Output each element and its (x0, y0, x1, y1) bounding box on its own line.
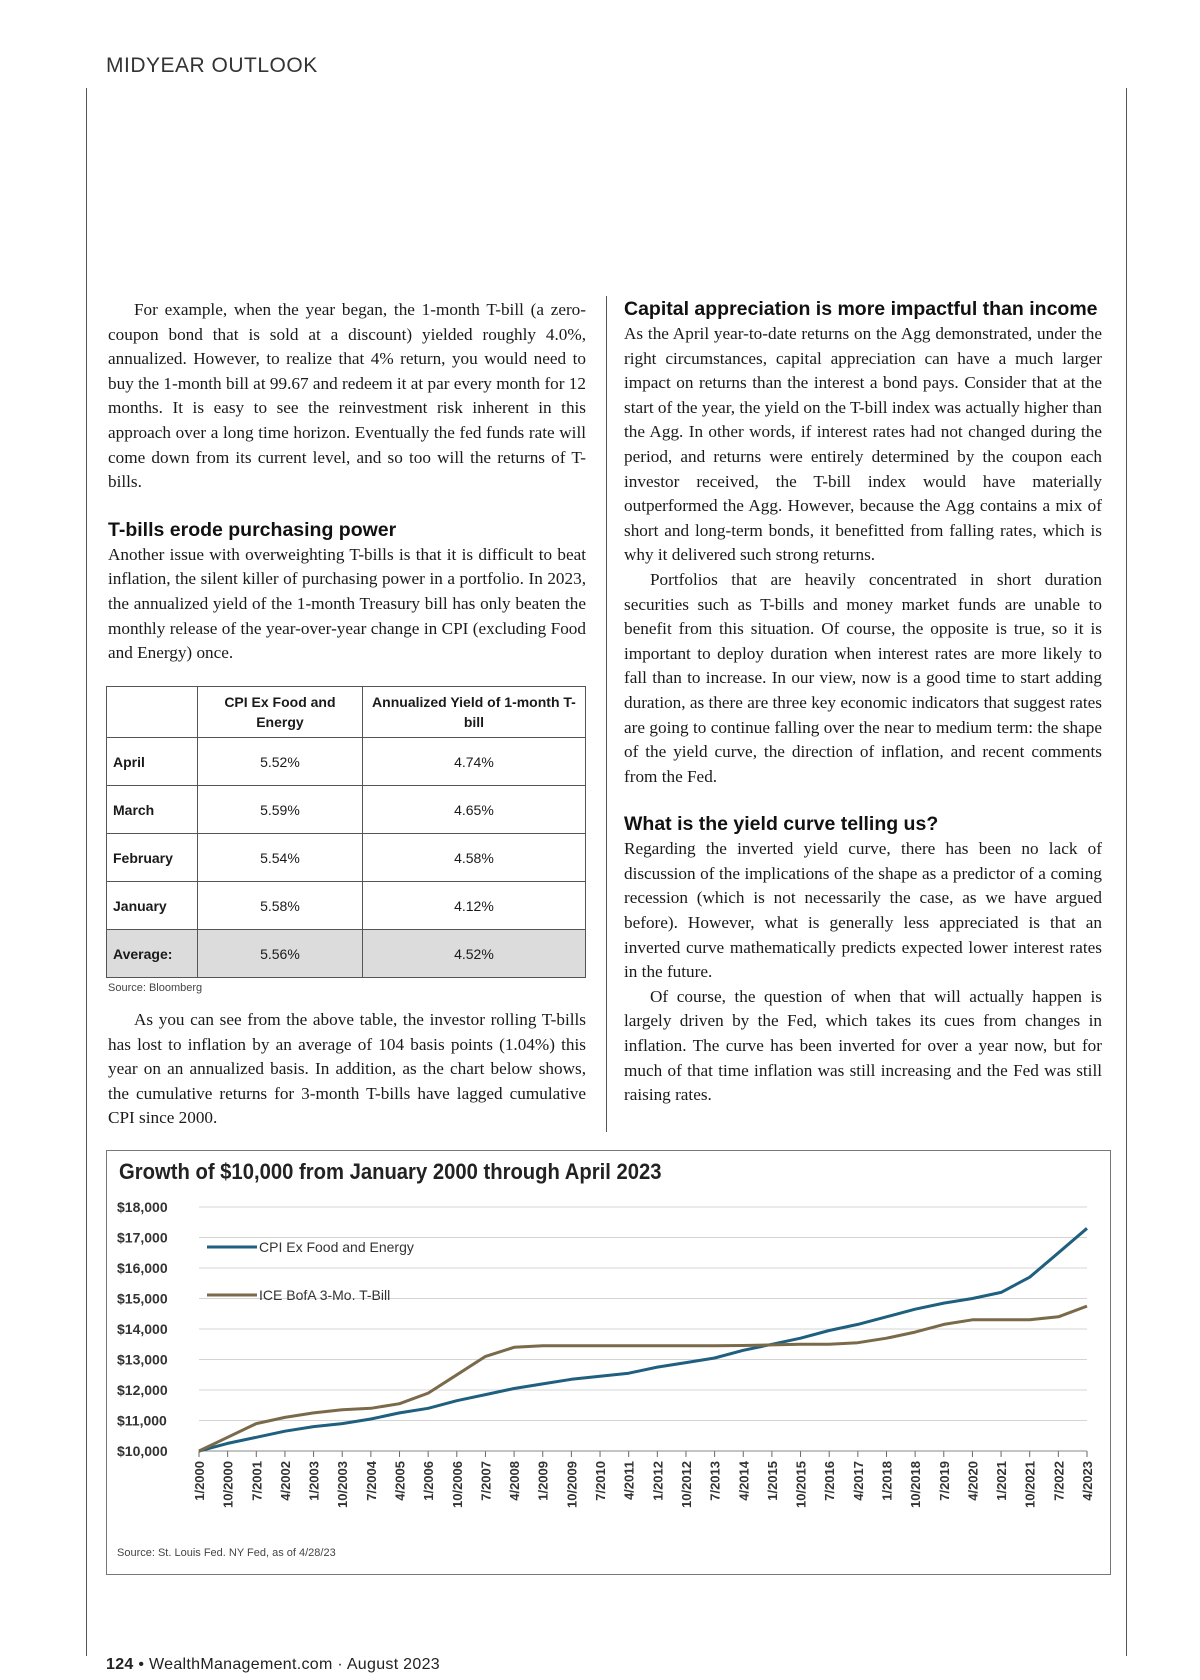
y-tick-label: $13,000 (117, 1351, 168, 1368)
legend-label: CPI Ex Food and Energy (259, 1239, 414, 1255)
left-column-top (108, 298, 586, 666)
x-tick-label: 7/2019 (936, 1461, 952, 1501)
x-tick-label: 10/2003 (335, 1461, 351, 1508)
x-tick-label: 7/2013 (707, 1461, 723, 1501)
row-label: March (107, 786, 198, 834)
tbill-cell: 4.65% (362, 786, 585, 834)
x-tick-label: 4/2014 (736, 1461, 752, 1501)
table-source: Source: Bloomberg (108, 982, 203, 994)
y-tick-label: $18,000 (117, 1199, 168, 1215)
paragraph: Of course, the question of when that will actually happen is largely driven by the Fed, which takes its cues from changes in inflation. The curve has been inverted for over a year now, but for much of that time inflation was still increasing and the Fed was still raising rates. (624, 986, 1102, 1105)
right-column (624, 296, 1102, 1108)
x-tick-label: 1/2021 (994, 1461, 1010, 1501)
y-tick-label: $11,000 (117, 1412, 167, 1429)
x-tick-label: 4/2005 (392, 1461, 408, 1501)
paragraph: Portfolios that are heavily concentrated in short duration securities such as T-bills and money market funds are unable to benefit from this situation. Of course, the opposite is true, so it is important to deploy duration when interest rates are more likely to fall than to increase. In our view, now is a good time to start adding duration, as there are three key economic indicators that suggest rates are going to continue falling over the near to medium term: the shape of the yield curve, the direction of inflation, and recent comments from the Fed. (624, 569, 1102, 786)
page-footer: 124 • WealthManagement.com · August 2023 (106, 1656, 440, 1673)
chart-source: Source: St. Louis Fed. NY Fed, as of 4/28/23 (117, 1547, 336, 1559)
x-tick-label: 10/2000 (220, 1461, 236, 1508)
subheading: What is the yield curve telling us? (624, 813, 939, 836)
series-line-cpi (199, 1228, 1087, 1451)
table-average-row (107, 930, 586, 978)
chart-title: Growth of $10,000 from January 2000 through April 2023 (119, 1159, 662, 1184)
table-header-row (107, 687, 586, 738)
cpi-vs-tbill-table (106, 686, 586, 978)
legend-label: ICE BofA 3-Mo. T-Bill (259, 1287, 391, 1303)
x-tick-label: 1/2012 (650, 1461, 666, 1501)
cpi-cell: 5.54% (198, 834, 363, 882)
x-tick-label: 1/2018 (879, 1461, 895, 1501)
x-tick-label: 7/2001 (249, 1461, 265, 1501)
y-tick-label: $15,000 (117, 1290, 168, 1307)
x-tick-label: 10/2015 (793, 1461, 809, 1508)
chart-plot (107, 1151, 1110, 1574)
series-line-tbill (199, 1306, 1087, 1451)
x-tick-label: 7/2010 (593, 1461, 609, 1501)
x-tick-label: 10/2009 (564, 1461, 580, 1508)
right-margin-rule (1126, 88, 1127, 1656)
y-tick-label: $14,000 (117, 1321, 168, 1337)
x-tick-label: 7/2016 (822, 1461, 838, 1501)
x-tick-label: 4/2017 (850, 1461, 866, 1501)
x-tick-label: 1/2000 (192, 1461, 207, 1501)
cpi-cell: 5.58% (198, 882, 363, 930)
paragraph: Another issue with overweighting T-bills is that it is difficult to beat inflation, the silent killer of purchasing power in a portfolio. In 2023, the annualized yield of the 1-month Treasury bill has only beaten the monthly release of the year-over-year change in CPI (excluding Food and Energy) once. (108, 544, 586, 663)
y-tick-label: $10,000 (117, 1443, 168, 1459)
x-tick-label: 10/2006 (449, 1461, 465, 1508)
tbill-cell: 4.52% (362, 930, 585, 978)
y-tick-label: $17,000 (117, 1229, 168, 1246)
row-label: February (107, 834, 198, 882)
x-tick-label: 1/2003 (306, 1461, 322, 1501)
x-tick-label: 10/2018 (908, 1461, 924, 1508)
cpi-cell: 5.56% (198, 930, 363, 978)
paragraph: For example, when the year began, the 1-month T-bill (a zero-coupon bond that is sold at a discount) yielded roughly 4.0%, annualized. However, to realize that 4% return, you would need to buy the 1-month bill at 99.67 and redeem it at par every month for 12 months. It is easy to see the reinvestment risk inherent in this approach over a long time horizon. Eventually the fed funds rate will come down from its current level, and so too will the returns of T-bills. (108, 300, 586, 492)
x-tick-label: 7/2007 (478, 1461, 494, 1501)
tbill-cell: 4.58% (362, 834, 585, 882)
x-tick-label: 4/2023 (1080, 1461, 1095, 1501)
subheading: T-bills erode purchasing power (108, 518, 397, 541)
x-tick-label: 4/2008 (507, 1461, 523, 1501)
x-tick-label: 4/2020 (965, 1461, 981, 1501)
growth-chart (106, 1150, 1111, 1575)
table-header-cell (107, 687, 198, 738)
column-divider (606, 296, 607, 1132)
x-tick-label: 4/2011 (621, 1461, 637, 1501)
tbill-cell: 4.74% (362, 738, 585, 786)
page-number: 124 (106, 1656, 134, 1673)
row-label: Average: (107, 930, 198, 978)
x-tick-label: 10/2012 (678, 1461, 694, 1508)
left-margin-rule (86, 88, 87, 1656)
left-column-bottom (108, 1008, 586, 1131)
row-label: January (107, 882, 198, 930)
table-header-cell: Annualized Yield of 1-month T-bill (362, 687, 585, 738)
paragraph: As the April year-to-date returns on the Agg demonstrated, under the right circumstances, capital appreciation can have a much larger impact on returns than the interest a bond pays. Consider that at the start of the year, the yield on the T-bill index was actually higher than the Agg. In other words, if interest rates had not changed during the period, and returns were entirely determined by the coupon each investor received, the T-bill index would have materially outperformed the Agg. However, because the Agg contains a mix of short and long-term bonds, it benefitted from falling rates, which is why it delivered such strong returns. (624, 324, 1102, 565)
table-row (107, 882, 586, 930)
paragraph: As you can see from the above table, the investor rolling T-bills has lost to inflation by an average of 104 basis points (1.04%) this year on an annualized basis. In addition, as the chart below shows, the cumulative returns for 3-month T-bills have lagged cumulative CPI since 2000. (108, 1010, 586, 1128)
x-tick-label: 7/2022 (1051, 1461, 1067, 1501)
x-tick-label: 10/2021 (1022, 1461, 1038, 1508)
x-tick-label: 7/2004 (363, 1461, 379, 1501)
table-header-cell: CPI Ex Food and Energy (198, 687, 363, 738)
x-tick-label: 4/2002 (277, 1461, 293, 1501)
cpi-cell: 5.52% (198, 738, 363, 786)
table-row (107, 738, 586, 786)
row-label: April (107, 738, 198, 786)
table-row (107, 834, 586, 882)
paragraph: Regarding the inverted yield curve, there has been no lack of discussion of the implications of the shape as a predictor of a coming recession (which is not necessarily the case, as we have argued before). However, what is generally less appreciated is that an inverted curve mathematically predicts expected lower interest rates in the future. (624, 839, 1102, 982)
y-tick-label: $16,000 (117, 1260, 168, 1276)
x-tick-label: 1/2006 (421, 1461, 437, 1501)
table-row (107, 786, 586, 834)
y-tick-label: $12,000 (117, 1382, 168, 1398)
x-tick-label: 1/2015 (764, 1461, 780, 1501)
x-tick-label: 1/2009 (535, 1461, 551, 1501)
tbill-cell: 4.12% (362, 882, 585, 930)
subheading: Capital appreciation is more impactful than income (624, 298, 1098, 320)
section-header: MIDYEAR OUTLOOK (106, 54, 318, 77)
publication-info: WealthManagement.com · August 2023 (149, 1656, 440, 1673)
cpi-cell: 5.59% (198, 786, 363, 834)
